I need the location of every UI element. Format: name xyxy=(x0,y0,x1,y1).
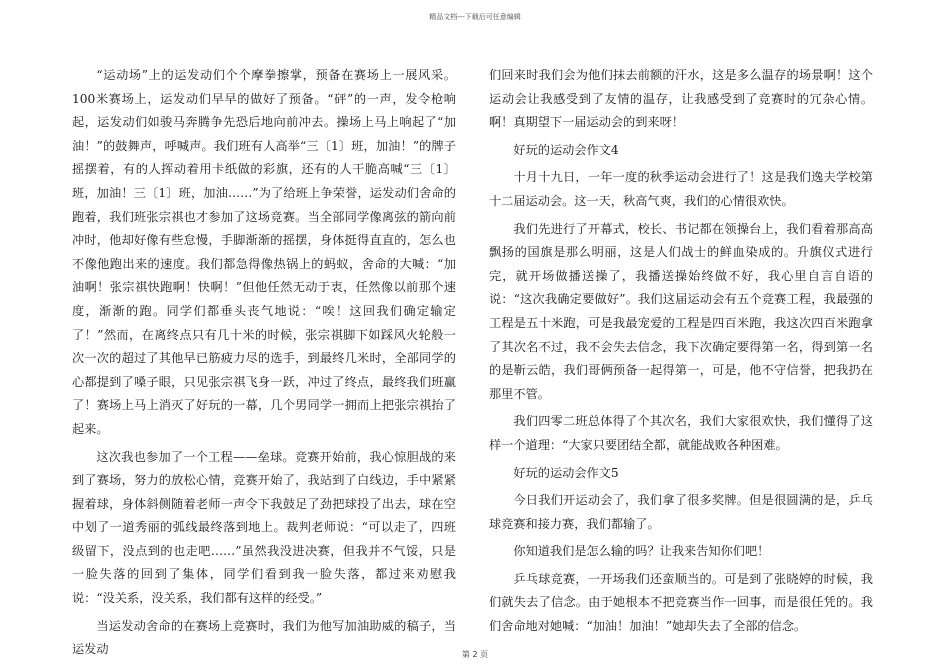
paragraph: 我们先进行了开幕式，校长、书记都在领操台上，我们看着那高高飘扬的国旗是那么明丽，这是人们战士的鲜血染成的。升旗仪式进行完，就开场做播送操了，我播送操始终做不好，我心里自言自语的说：“这次我确定要做好”。我们这届运动会有五个竞赛工程，我最强的工程是五十米跑，可是我最宠爱的工程是四百米跑，我这次四百米跑拿了其次名不过，我不会失去信念，我下次确定要得第一名，得到第一名的是靳云皓，我们哥俩预备一起得第一，可是，他不守信誉，把我扔在那里不管。 xyxy=(489,221,873,401)
paragraph: 当运发动舍命的在赛场上竞赛时，我们为他写加油助威的稿子，当运发动 xyxy=(72,618,456,657)
section-title-5: 好玩的运动会作文5 xyxy=(513,465,619,480)
page-number: 第 2 页 xyxy=(461,650,489,659)
paragraph: 你知道我们是怎么输的吗？让我来告知你们吧！ xyxy=(513,544,770,559)
page-header: 精品文档---下载后可任意编辑 xyxy=(429,13,521,21)
right-column xyxy=(489,64,873,643)
section-title-4: 好玩的运动会作文4 xyxy=(513,142,619,157)
paragraph: 这次我也参加了一个工程——垒球。竞赛开始前，我心惊胆战的来到了赛场，努力的放松心情，竞赛开始了，我站到了白线边，手中紧紧握着球，身体斜侧随着老师一声令下我鼓足了劲把球投了出去，球在空中划了一道秀丽的弧线最终落到地上。裁判老师说：“可以走了，四班级留下，没点到的也走吧……”虽然我没进决赛，但我并不气馁，只是一脸失落的回到了集体，同学们看到我一脸失落，都过来劝慰我说：“没关系，没关系，我们都有这样的经受。” xyxy=(72,449,456,606)
left-column xyxy=(72,64,456,666)
paragraph-continuation: 们回来时我们会为他们抹去前额的汗水，这是多么温存的场景啊！这个运动会让我感受到了友情的温存，让我感受到了竞赛时的冗杂心情。啊！真期望下一届运动会的到来呀！ xyxy=(489,68,873,130)
paragraph: 十月十九日，一年一度的秋季运动会进行了！这是我们逸夫学校第十二届运动会。这一天，秋高气爽，我们的心情很欢快。 xyxy=(489,170,873,208)
paragraph: 今日我们开运动会了，我们拿了很多奖牌。但是很圆满的是，乒乓球竞赛和接力赛，我们都输了。 xyxy=(489,493,873,531)
paragraph: 我们四零二班总体得了个其次名，我们大家很欢快，我们懂得了这样一个道理：“大家只要团结全都，就能战败各种困难。 xyxy=(489,414,873,452)
paragraph: “运动场”上的运发动们个个摩拳擦掌，预备在赛场上一展风采。100米赛场上，运发动们早早的做好了预备。“砰”的一声，发令枪响起，运发动们如骏马奔腾争先恐后地向前冲去。操场上马上响起了“加油！”的鼓舞声，呼喊声。我们班有人高举“三〔1〕班，加油！”的牌子摇摆着，有的人挥动着用卡纸做的彩旗，还有的人干脆高喊“三〔1〕班，加油！三〔1〕班，加油……”为了给班上争荣誉，运发动们舍命的跑着，我们班张宗祺也才参加了这场竞赛。当全部同学像离弦的箭向前冲时，他却好像有些怠慢，手脚渐渐的摇摆，身体挺得直直的，怎么也不像他跑出来的速度。我们都急得像热锅上的蚂蚁，舍命的大喊：“加油啊！张宗祺快跑啊！快啊！”但他任然无动于衷，任然像以前那个速度，渐渐的跑。同学们都垂头丧气地说：“唉！这回我们确定输定了！”然而，在离终点只有几十米的时候，张宗祺脚下如踩风火轮般一次一次的超过了其他早已筋疲力尽的选手，到最终几米时，全部同学的心都提到了嗓子眼，只见张宗祺飞身一跃，冲过了终点，最终我们班赢了！赛场上马上消灭了好玩的一幕，几个男同学一拥而上把张宗祺抬了起来。 xyxy=(72,68,456,436)
paragraph: 乒乓球竞赛，一开场我们还蛮顺当的。可是到了张晓婷的时候，我们就失去了信念。由于她根本不把竞赛当作一回事，而是很任凭的。我们舍命地对她喊：“加油！加油！”她却失去了全部的信念。 xyxy=(489,571,873,634)
